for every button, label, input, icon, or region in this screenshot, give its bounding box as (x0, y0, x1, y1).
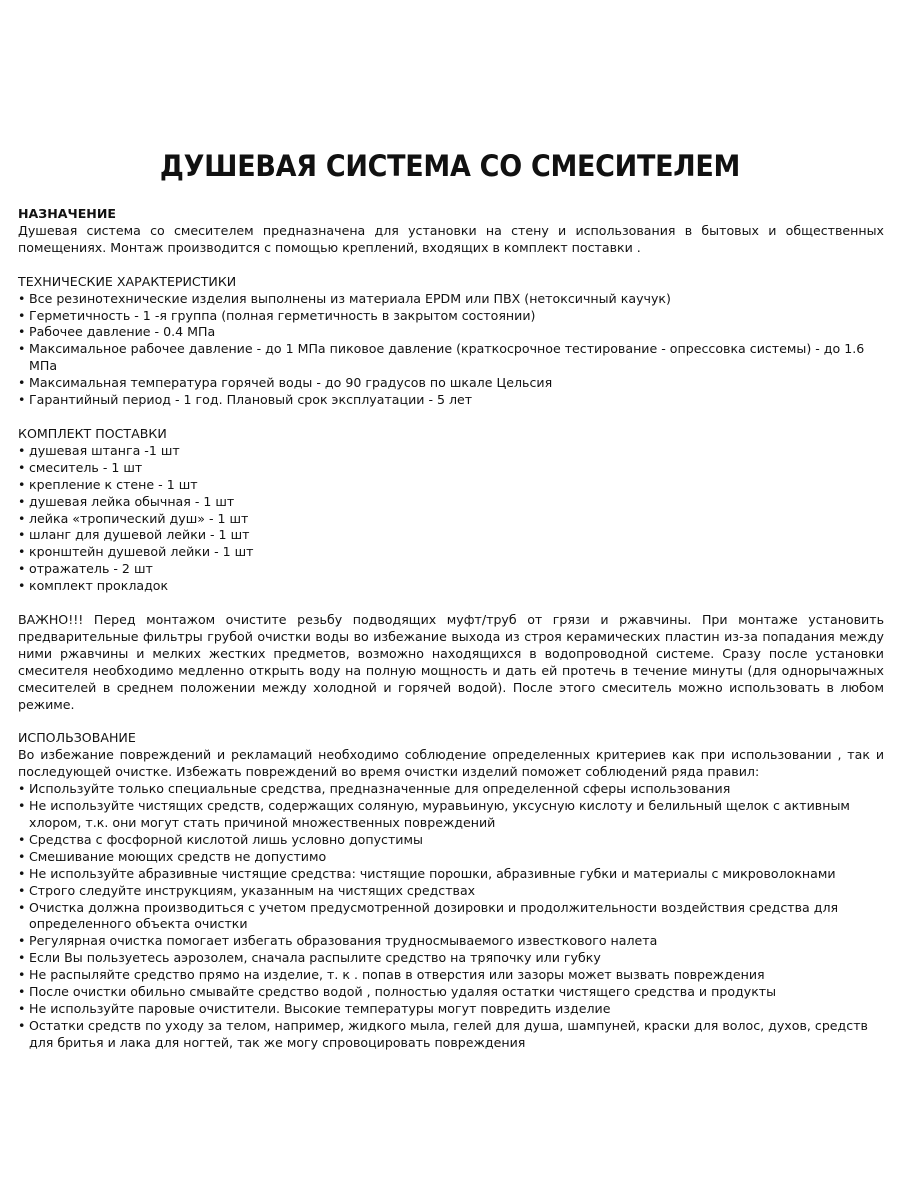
kit-heading: КОМПЛЕКТ ПОСТАВКИ (18, 425, 167, 441)
usage-heading: ИСПОЛЬЗОВАНИЕ (18, 730, 136, 746)
kit-item: • шланг для душевой лейки - 1 шт (18, 527, 884, 544)
specs-list (18, 291, 884, 409)
usage-item: • Используйте только специальные средства, предназначенные для определенной сферы использования (18, 781, 884, 798)
kit-item: • комплект прокладок (18, 578, 884, 595)
usage-item: • Регулярная очистка помогает избегать образования трудносмываемого известкового налета (18, 933, 884, 950)
kit-section (18, 426, 884, 595)
usage-list (18, 781, 884, 1052)
kit-item: • душевая лейка обычная - 1 шт (18, 494, 884, 511)
specs-heading: ТЕХНИЧЕСКИЕ ХАРАКТЕРИСТИКИ (18, 273, 237, 289)
usage-intro: Во избежание повреждений и рекламаций необходимо соблюдение определенных критериев как при использовании , так и последующей очистке. Избежать повреждений во время очистки изделий поможет соблюдений ряда правил: (18, 747, 884, 780)
kit-item: • смеситель - 1 шт (18, 460, 884, 477)
specs-item: • Герметичность - 1 -я группа (полная герметичность в закрытом состоянии) (18, 308, 884, 325)
purpose-heading: НАЗНАЧЕНИЕ (18, 206, 116, 221)
usage-item: • Не используйте чистящих средств, содержащих соляную, муравьиную, уксусную кислоту и белильный щелок с активным хлором, т.к. они могут стать причиной множественных повреждений (18, 798, 884, 832)
specs-item: • Рабочее давление - 0.4 МПа (18, 324, 884, 341)
specs-section (18, 274, 884, 409)
kit-item: • лейка «тропический душ» - 1 шт (18, 511, 884, 528)
kit-item: • отражатель - 2 шт (18, 561, 884, 578)
usage-section (18, 730, 884, 1051)
usage-item: • Смешивание моющих средств не допустимо (18, 849, 884, 866)
important-text: ВАЖНО!!! Перед монтажом очистите резьбу подводящих муфт/труб от грязи и ржавчины. При монтаже установить предварительные фильтры грубой очистки воды во избежание выхода из строя керамических пластин из-за попадания между ними ржавчины и мелких жестких предметов, возможно находящихся в водопроводной системе. Сразу после установки смесителя необходимо медленно открыть воду на полную мощность и дать ей протечь в течение минуты (для однорычажных смесителей в среднем положении между холодной и горячей водой). После этого смеситель можно использовать в любом режиме. (18, 612, 884, 712)
usage-item: • Очистка должна производиться с учетом предусмотренной дозировки и продолжительности воздействия средства для определенного объекта очистки (18, 900, 884, 934)
kit-item: • кронштейн душевой лейки - 1 шт (18, 544, 884, 561)
kit-item: • крепление к стене - 1 шт (18, 477, 884, 494)
usage-item: • После очистки обильно смывайте средство водой , полностью удаляя остатки чистящего средства и продукты (18, 984, 884, 1001)
specs-item: • Максимальная температура горячей воды - до 90 градусов по шкале Цельсия (18, 375, 884, 392)
kit-item: • душевая штанга -1 шт (18, 443, 884, 460)
usage-item: • Средства с фосфорной кислотой лишь условно допустимы (18, 832, 884, 849)
specs-item: • Максимальное рабочее давление - до 1 МПа пиковое давление (краткосрочное тестирование - опрессовка системы) - до 1.6 МПа (18, 341, 884, 375)
document-title: ДУШЕВАЯ СИСТЕМА СО СМЕСИТЕЛЕМ (159, 149, 741, 183)
purpose-section (18, 206, 884, 257)
specs-item: • Гарантийный период - 1 год. Плановый срок эксплуатации - 5 лет (18, 392, 884, 409)
usage-item: • Строго следуйте инструкциям, указанным на чистящих средствах (18, 883, 884, 900)
usage-item: • Не распыляйте средство прямо на изделие, т. к . попав в отверстия или зазоры может вызвать повреждения (18, 967, 884, 984)
specs-item: • Все резинотехнические изделия выполнены из материала EPDM или ПВХ (нетоксичный каучук) (18, 291, 884, 308)
usage-item: • Не используйте абразивные чистящие средства: чистящие порошки, абразивные губки и материалы с микроволокнами (18, 866, 884, 883)
usage-item: • Если Вы пользуетесь аэрозолем, сначала распылите средство на тряпочку или губку (18, 950, 884, 967)
usage-item: • Остатки средств по уходу за телом, например, жидкого мыла, гелей для душа, шампуней, краски для волос, духов, средств для бритья и лака для ногтей, так же могу спровоцировать повреждения (18, 1018, 884, 1052)
important-section (18, 612, 884, 713)
usage-item: • Не используйте паровые очистители. Высокие температуры могут повредить изделие (18, 1001, 884, 1018)
document-body (18, 206, 884, 1069)
kit-list (18, 443, 884, 595)
purpose-text: Душевая система со смесителем предназначена для установки на стену и использования в бытовых и общественных помещениях. Монтаж производится с помощью креплений, входящих в комплект поставки . (18, 222, 884, 255)
